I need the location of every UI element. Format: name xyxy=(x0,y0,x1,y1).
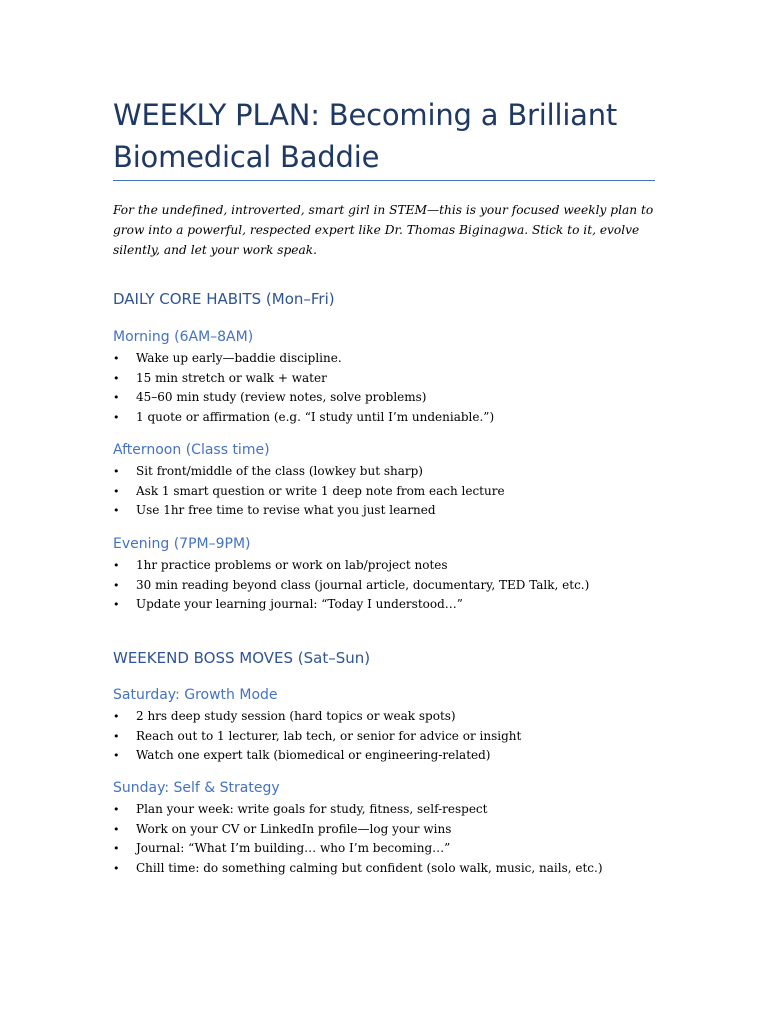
bullet-icon: • xyxy=(113,861,120,875)
list-item: • Work on your CV or LinkedIn profile—log your wins xyxy=(113,820,658,840)
list-item: • 2 hrs deep study session (hard topics or weak spots) xyxy=(113,707,658,727)
bullet-icon: • xyxy=(113,842,120,855)
list-item: • 30 min reading beyond class (journal article, documentary, TED Talk, etc.) xyxy=(113,576,658,596)
list-item: • Wake up early—baddie discipline. xyxy=(113,349,658,369)
list-item: • Watch one expert talk (biomedical or engineering-related) xyxy=(113,746,658,766)
list-sunday xyxy=(113,800,658,878)
subheading-afternoon: Afternoon (Class time) xyxy=(113,442,270,458)
bullet-icon: • xyxy=(113,749,120,762)
section-heading-weekend-boss-moves: WEEKEND BOSS MOVES (Sat–Sun) xyxy=(113,649,371,667)
bullet-icon: • xyxy=(113,484,120,498)
list-item: • Reach out to 1 lecturer, lab tech, or senior for advice or insight xyxy=(113,727,658,747)
list-item: • 45–60 min study (review notes, solve problems) xyxy=(113,388,658,408)
bullet-icon: • xyxy=(113,371,120,385)
list-item: • Journal: “What I’m building… who I’m becoming…” xyxy=(113,839,658,859)
list-morning xyxy=(113,349,658,427)
list-item: • 1 quote or affirmation (e.g. “I study until I’m undeniable.”) xyxy=(113,408,658,428)
document-title: WEEKLY PLAN: Becoming a Brilliant Biomedical Baddie xyxy=(113,98,618,174)
section-heading-daily-core-habits: DAILY CORE HABITS (Mon–Fri) xyxy=(113,290,335,308)
subheading-evening: Evening (7PM–9PM) xyxy=(113,536,251,552)
list-afternoon xyxy=(113,462,658,521)
bullet-icon: • xyxy=(113,465,120,478)
bullet-icon: • xyxy=(113,578,120,592)
list-item: • Sit front/middle of the class (lowkey but sharp) xyxy=(113,462,658,482)
list-evening xyxy=(113,556,658,615)
subheading-saturday: Saturday: Growth Mode xyxy=(113,687,278,703)
bullet-icon: • xyxy=(113,729,120,743)
bullet-icon: • xyxy=(113,352,120,365)
bullet-icon: • xyxy=(113,410,120,424)
bullet-icon: • xyxy=(113,598,120,611)
list-item: • Chill time: do something calming but confident (solo walk, music, nails, etc.) xyxy=(113,859,658,879)
bullet-icon: • xyxy=(113,822,120,836)
bullet-icon: • xyxy=(113,391,120,404)
subheading-morning: Morning (6AM–8AM) xyxy=(113,329,254,345)
list-item: • 15 min stretch or walk + water xyxy=(113,369,658,389)
list-item: • Plan your week: write goals for study, fitness, self-respect xyxy=(113,800,658,820)
list-item: • Ask 1 smart question or write 1 deep note from each lecture xyxy=(113,482,658,502)
bullet-icon: • xyxy=(113,710,120,723)
title-divider xyxy=(113,180,655,181)
list-item: • Update your learning journal: “Today I understood…” xyxy=(113,595,658,615)
list-item: • Use 1hr free time to revise what you just learned xyxy=(113,501,658,521)
intro-paragraph: For the undefined, introverted, smart girl in STEM—this is your focused weekly plan to grow into a powerful, respected expert like Dr. Thomas Biginagwa. Stick to it, evolve silently, and let your work speak. xyxy=(113,203,654,257)
bullet-icon: • xyxy=(113,504,120,517)
list-item: • 1hr practice problems or work on lab/project notes xyxy=(113,556,658,576)
bullet-icon: • xyxy=(113,803,120,816)
list-saturday xyxy=(113,707,658,766)
subheading-sunday: Sunday: Self & Strategy xyxy=(113,780,280,796)
bullet-icon: • xyxy=(113,559,120,572)
